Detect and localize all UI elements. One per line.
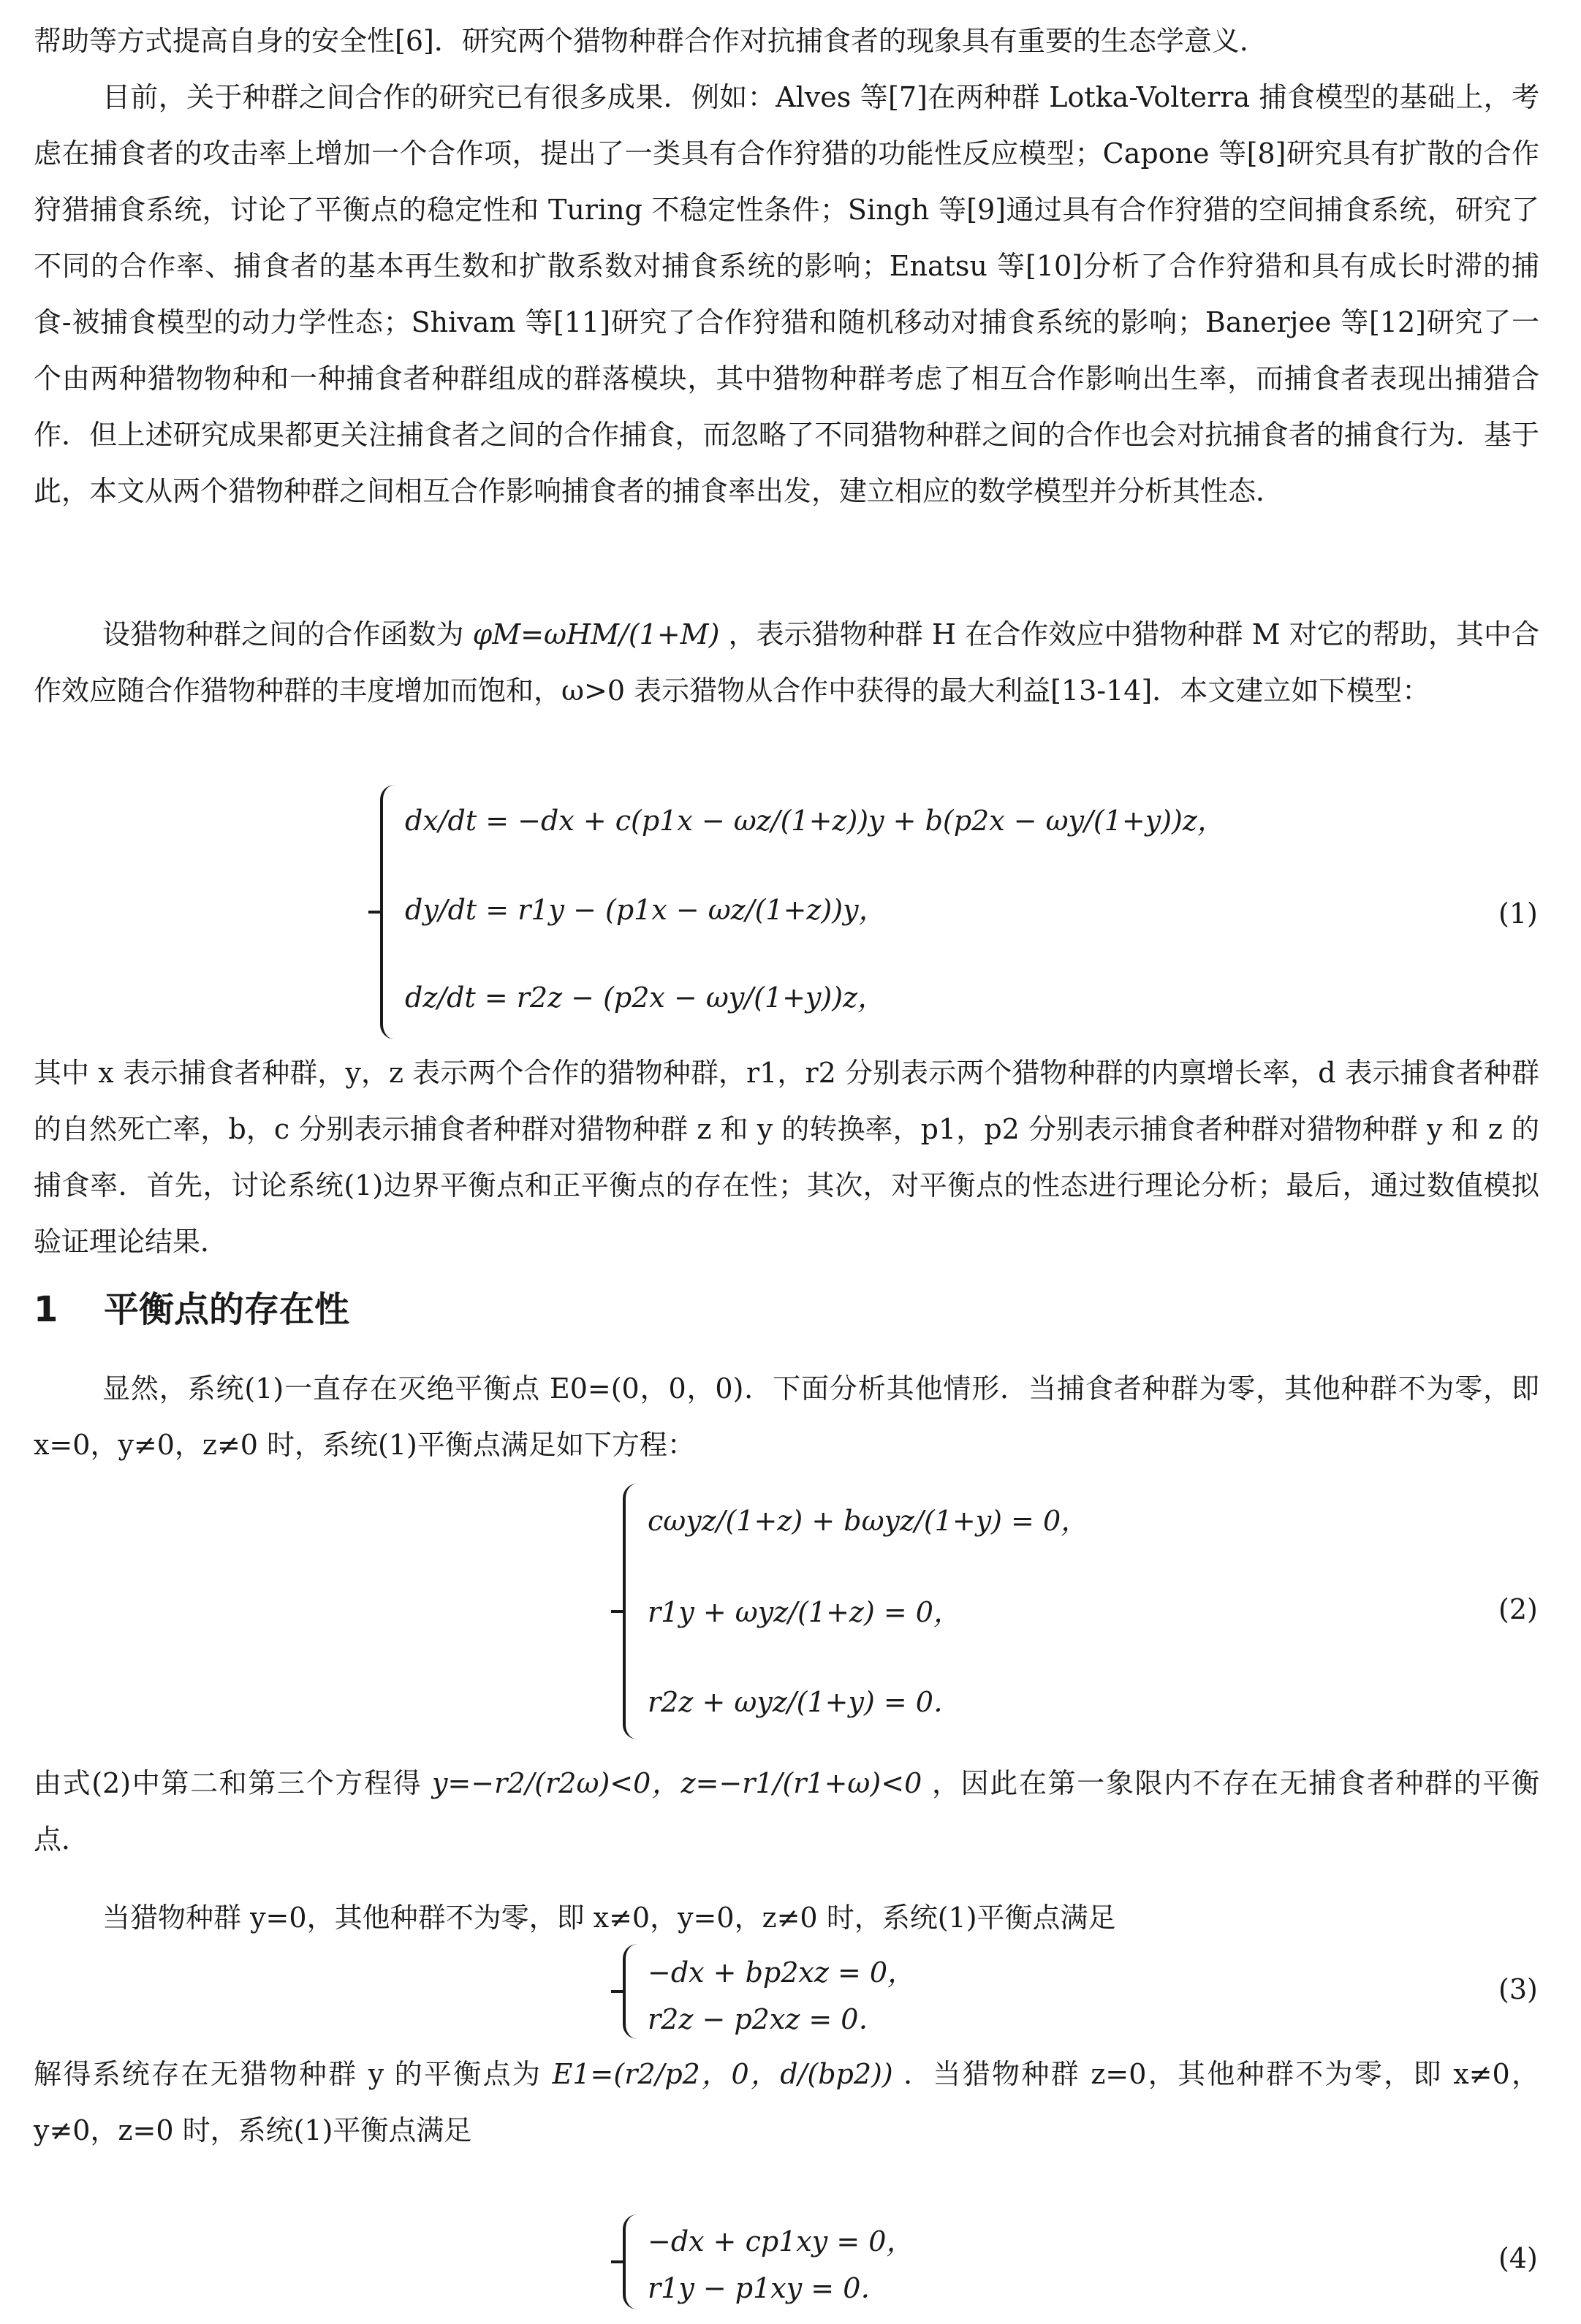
- left-brace-icon: [623, 1484, 637, 1739]
- equation-system-3: [623, 1944, 1061, 2039]
- equation-row: −dx + cp1xy = 0，: [648, 2225, 914, 2257]
- paragraph-variable-definitions: [34, 1045, 1539, 1270]
- left-brace-icon: [380, 785, 395, 1039]
- paragraph-text: 目前，关于种群之间合作的研究已有很多成果．例如：Alves 等[7]在两种群 Lotka-Volterra 捕食模型的基础上，考虑在捕食者的攻击率上增加一个合作项，提出了一类具有合作狩猎的功能性反应模型；Capone 等[8]研究具有扩散的合作狩猎捕食系统，讨论了平衡点的稳定性和 Turing 不稳定性条件；Singh 等[9]通过具有合作狩猎的空间捕食系统，研究了不同的合作率、捕食者的基本再生数和扩散系数对捕食系统的影响；Enatsu 等[10]分析了合作狩猎和具有成长时滞的捕食-被捕食模型的动力学性态；Shivam 等[11]研究了合作狩猎和随机移动对捕食系统的影响；Banerjee 等[12]研究了一个由两种猎物物种和一种捕食者种群组成的群落模块，其中猎物种群考虑了相互合作影响出生率，而捕食者表现出捕猎合作．但上述研究成果都更关注捕食者之间的合作捕食，而忽略了不同猎物种群之间的合作也会对抗捕食者的捕食行为．基于此，本文从两个猎物种群之间相互合作影响捕食者的捕食率出发，建立相应的数学模型并分析其性态．: [34, 81, 1539, 507]
- paragraph-text: 由式(2)中第二和第三个方程得: [34, 1767, 422, 1799]
- paragraph-cooperation-function: [34, 607, 1539, 719]
- paragraph-intro-end: [34, 13, 1539, 69]
- paragraph-text: 显然，系统(1)一直存在灭绝平衡点 E0=(0，0，0)．下面分析其他情形．当捕食者种群为零，其他种群不为零，即 x=0，y≠0，z≠0 时，系统(1)平衡点满足如下方程：: [34, 1372, 1539, 1461]
- equation-row: dx/dt = −dx + c(p1x − ωz/(1+z))y + b(p2x − ωy/(1+y))z，: [405, 805, 1225, 837]
- section-heading: [34, 1288, 349, 1332]
- paragraph-extinction-equilibrium: [34, 1361, 1539, 1473]
- paragraph-y-zero-case: [34, 1890, 1539, 1946]
- section-title: 平衡点的存在性: [104, 1289, 350, 1330]
- paragraph-text: 其中 x 表示捕食者种群，y，z 表示两个合作的猎物种群，r1，r2 分别表示两个猎物种群的内禀增长率，d 表示捕食者种群的自然死亡率，b，c 分别表示捕食者种群对猎物种群 z 和 y 的转换率，p1，p2 分别表示捕食者种群对猎物种群 y 和 z 的捕食率．首先，讨论系统(1)边界平衡点和正平衡点的存在性；其次，对平衡点的性态进行理论分析；最后，通过数值模拟验证理论结果．: [34, 1057, 1539, 1258]
- inline-formula-phi: φM=ωHM/(1+M): [472, 618, 720, 650]
- paragraph-text: 当猎物种群 y=0，其他种群不为零，即 x≠0，y=0，z≠0 时，系统(1)平衡点满足: [102, 1902, 1116, 1934]
- equation-row: r2z + ωyz/(1+y) = 0．: [648, 1686, 961, 1718]
- left-brace-icon: [623, 1944, 637, 2039]
- equation-row: dz/dt = r2z − (p2x − ωy/(1+y))z，: [405, 981, 886, 1014]
- equation-number-3: (3): [1498, 1973, 1538, 2005]
- equation-number-1: (1): [1498, 897, 1538, 930]
- inline-formula-e1: E1=(r2/p2，0，d/(bp2)): [552, 2058, 893, 2090]
- equation-system-2: [623, 1484, 1207, 1739]
- paragraph-text: 设猎物种群之间的合作函数为: [102, 618, 464, 650]
- paragraph-e1-equilibrium: [34, 2046, 1539, 2159]
- paragraph-no-predator-equilibrium: [34, 1755, 1539, 1868]
- equation-row: r1y + ωyz/(1+z) = 0，: [648, 1596, 961, 1628]
- paragraph-related-work: [34, 69, 1539, 520]
- paragraph-text: ．当猎物种群 z=0，其他种群不为零，即 x≠0，y≠0，z=0 时，系统(1)平衡点满足: [34, 2058, 1539, 2146]
- equation-row: −dx + bp2xz = 0，: [648, 1956, 916, 1989]
- paragraph-text: ，表示猎物种群 H 在合作效应中猎物种群 M 对它的帮助，其中合作效应随合作猎物种群的丰度增加而饱和，ω>0 表示猎物从合作中获得的最大利益[13-14]．本文建立如下模型：: [34, 618, 1539, 707]
- equation-system-1: [380, 785, 1225, 1039]
- left-brace-icon: [623, 2214, 637, 2309]
- equation-row: cωyz/(1+z) + bωyz/(1+y) = 0，: [648, 1505, 1089, 1537]
- paragraph-text: ，因此在第一象限内不存在无捕食者种群的平衡点．: [34, 1767, 1539, 1856]
- section-number: 1: [34, 1289, 58, 1330]
- paragraph-text: 解得系统存在无猎物种群 y 的平衡点为: [34, 2058, 542, 2090]
- paragraph-text: 帮助等方式提高自身的安全性[6]．研究两个猎物种群合作对抗捕食者的现象具有重要的生态学意义．: [34, 25, 1267, 57]
- equation-row: r2z − p2xz = 0．: [648, 2003, 887, 2035]
- inline-formula-yz: y=−r2/(r2ω)<0，z=−r1/(r1+ω)<0: [432, 1767, 922, 1799]
- equation-number-4: (4): [1498, 2242, 1538, 2274]
- equation-row: dy/dt = r1y − (p1x − ωz/(1+z))y，: [405, 894, 887, 926]
- equation-system-4: [623, 2214, 1061, 2309]
- equation-row: r1y − p1xy = 0．: [648, 2272, 889, 2304]
- equation-number-2: (2): [1498, 1593, 1538, 1625]
